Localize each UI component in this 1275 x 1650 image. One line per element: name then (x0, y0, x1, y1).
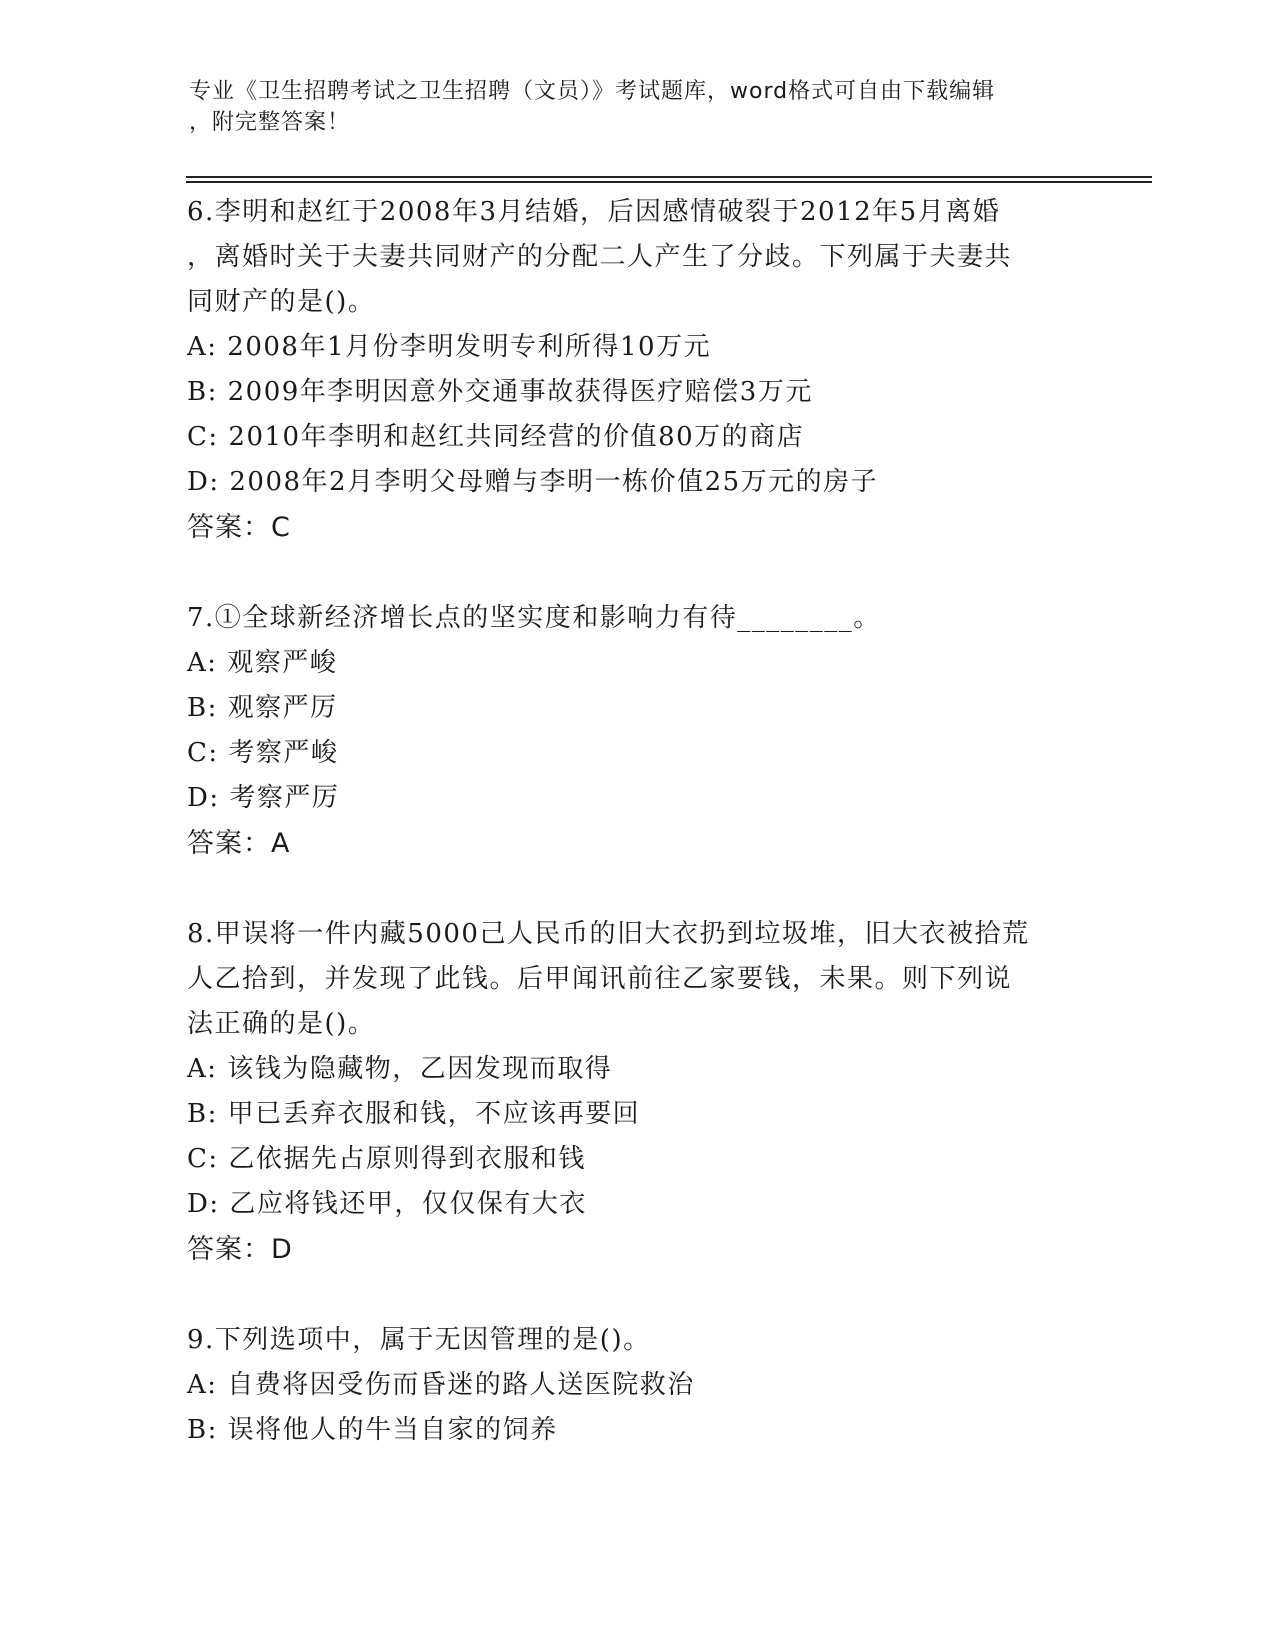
question-stem-line: ，离婚时关于夫妻共同财产的分配二人产生了分歧。下列属于夫妻共 (187, 242, 1013, 272)
question-stem (187, 912, 1087, 1047)
question-stem-line: 6.李明和赵红于2008年3月结婚，后因感情破裂于2012年5月离婚 (187, 197, 1001, 227)
option-c: C: 考察严峻 (187, 738, 339, 768)
header-divider-bottom (186, 181, 1152, 183)
option-b: B: 误将他人的牛当自家的饲养 (187, 1415, 558, 1445)
option-d: D: 乙应将钱还甲，仅仅保有大衣 (187, 1189, 587, 1219)
question-list (187, 190, 1087, 1498)
answer-label: 答案：A (187, 828, 291, 859)
option-b: B: 观察严厉 (187, 693, 338, 723)
question-stem-line: 同财产的是()。 (187, 287, 376, 317)
header-divider-top (186, 176, 1152, 178)
question-9 (187, 1318, 1087, 1453)
question-6 (187, 190, 1087, 551)
question-8 (187, 912, 1087, 1273)
option-a: A: 观察严峻 (187, 648, 338, 678)
question-stem-line: 7.①全球新经济增长点的坚实度和影响力有待________。 (187, 603, 881, 633)
question-stem-line: 8.甲误将一件内藏5000己人民币的旧大衣扔到垃圾堆，旧大衣被拾荒 (187, 919, 1030, 949)
question-stem-line: 9.下列选项中，属于无因管理的是()。 (187, 1325, 651, 1355)
document-header (189, 76, 1069, 138)
option-a: A: 2008年1月份李明发明专利所得10万元 (187, 332, 712, 362)
question-7 (187, 596, 1087, 867)
question-stem-line: 人乙拾到，并发现了此钱。后甲闻讯前往乙家要钱，未果。则下列说 (187, 964, 1013, 994)
header-line-1: 专业《卫生招聘考试之卫生招聘（文员）》考试题库，word格式可自由下载编辑 (189, 79, 996, 104)
answer-label: 答案：D (187, 1234, 293, 1265)
option-b: B: 甲已丢弃衣服和钱，不应该再要回 (187, 1099, 641, 1129)
option-a: A: 该钱为隐藏物，乙因发现而取得 (187, 1054, 613, 1084)
header-line-2: ，附完整答案！ (189, 110, 351, 135)
question-stem (187, 190, 1087, 325)
answer-label: 答案：C (187, 512, 291, 543)
option-c: C: 2010年李明和赵红共同经营的价值80万的商店 (187, 422, 805, 452)
question-stem (187, 596, 1087, 641)
option-d: D: 2008年2月李明父母赠与李明一栋价值25万元的房子 (187, 467, 879, 497)
question-stem-line: 法正确的是()。 (187, 1009, 376, 1039)
option-d: D: 考察严厉 (187, 783, 340, 813)
option-c: C: 乙依据先占原则得到衣服和钱 (187, 1144, 586, 1174)
option-b: B: 2009年李明因意外交通事故获得医疗赔偿3万元 (187, 377, 813, 407)
question-stem (187, 1318, 1087, 1363)
option-a: A: 自费将因受伤而昏迷的路人送医院救治 (187, 1370, 695, 1400)
